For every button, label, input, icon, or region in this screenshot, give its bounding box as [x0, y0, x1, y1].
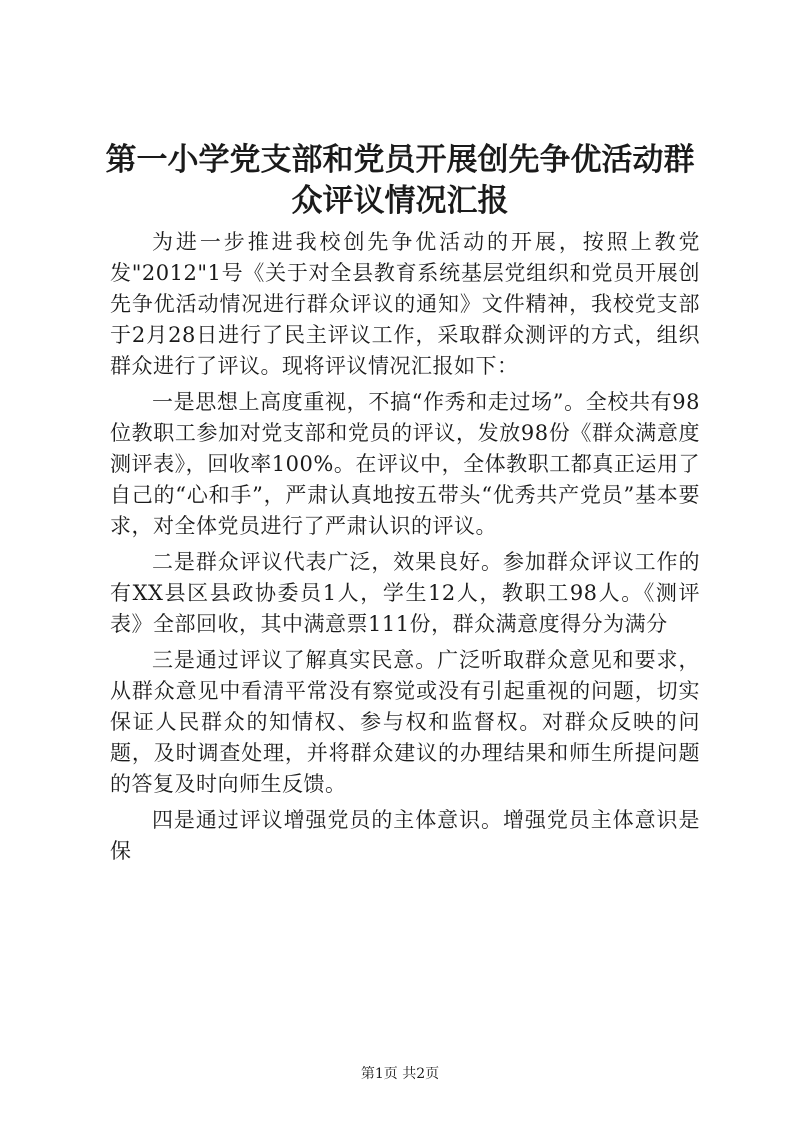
paragraph-intro: 为进一步推进我校创先争优活动的开展，按照上教党发"2012"1号《关于对全县教育系统基层党组织和党员开展创先争优活动情况进行群众评议的通知》文件精神，我校党支部于2月28日进行了民主评议工作，采取群众测评的方式，组织群众进行了评议。现将评议情况汇报如下：: [110, 230, 700, 378]
paragraph-point-1: 一是思想上高度重视，不搞“作秀和走过场”。全校共有98位教职工参加对党支部和党员的评议，发放98份《群众满意度测评表》，回收率100%。在评议中，全体教职工都真正运用了自己的“心和手”，严肃认真地按五带头“优秀共产党员”基本要求，对全体党员进行了严肃认识的评议。: [110, 390, 700, 538]
paragraph-point-4: 四是通过评议增强党员的主体意识。增强党员主体意识是保: [110, 808, 700, 863]
page-number-footer: 第1页 共2页: [360, 1066, 440, 1082]
document-title: 第一小学党支部和党员开展创先争优活动群众评议情况汇报: [105, 142, 695, 219]
paragraph-point-2: 二是群众评议代表广泛，效果良好。参加群众评议工作的有XX县区县政协委员1人，学生12人，教职工98人。《测评表》全部回收，其中满意票111份，群众满意度得分为满分: [110, 550, 700, 636]
paragraph-point-3: 三是通过评议了解真实民意。广泛听取群众意见和要求，从群众意见中看清平常没有察觉或没有引起重视的问题，切实保证人民群众的知情权、参与权和监督权。对群众反映的问题，及时调查处理，并将群众建议的办理结果和师生所提问题的答复及时向师生反馈。: [110, 648, 700, 796]
document-body: [110, 227, 700, 872]
